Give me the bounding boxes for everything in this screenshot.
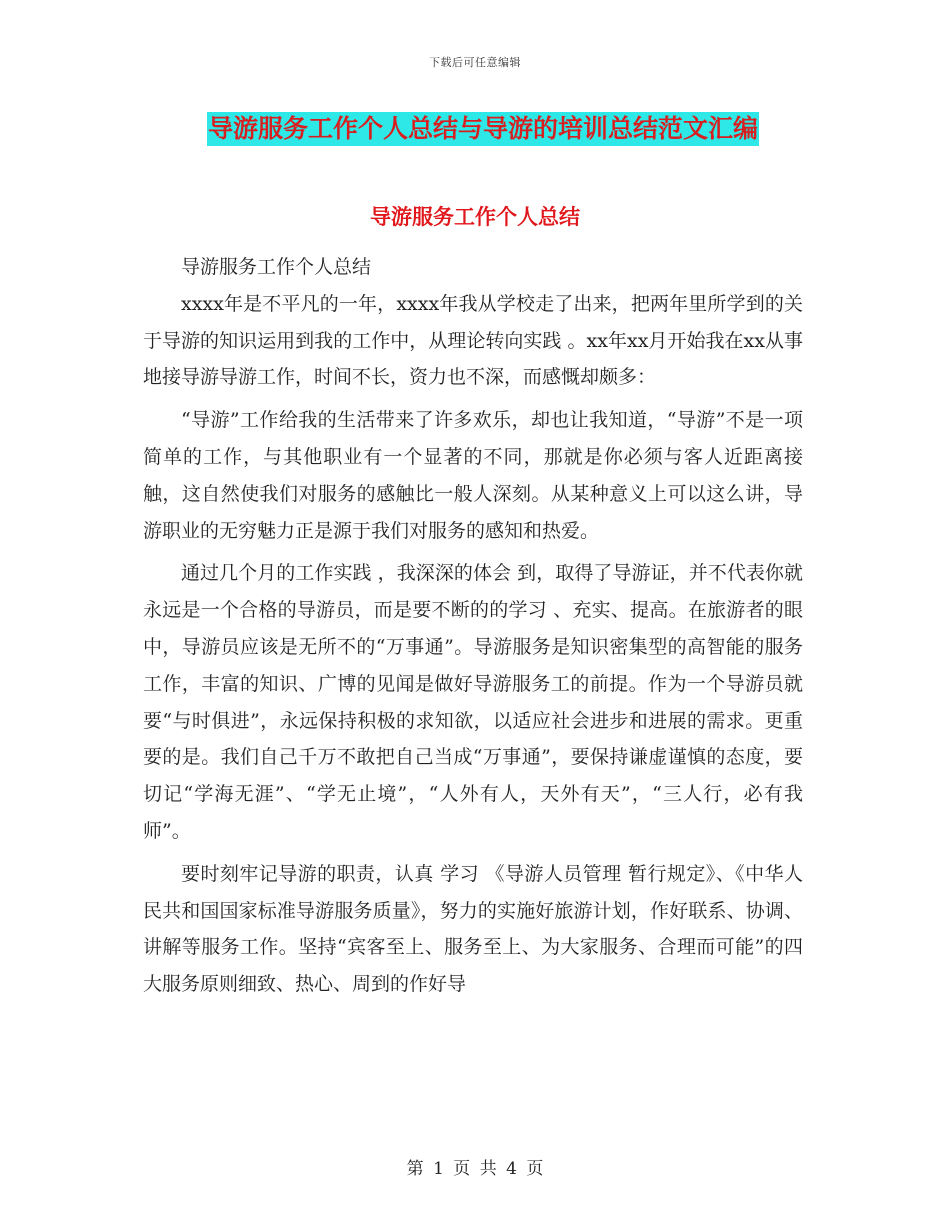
section-title: 导游服务工作个人总结 <box>370 204 580 229</box>
main-title: 导游服务工作个人总结与导游的培训总结范文汇编 <box>207 112 759 146</box>
page-footer: 第 1 页 共 4 页 <box>406 1159 544 1179</box>
paragraph-subtitle: 导游服务工作个人总结 <box>181 256 372 278</box>
paragraph: “导游”工作给我的生活带来了许多欢乐，却也让我知道，“导游”不是一项简单的工作，与其他职业有一个显著的不同，那就是你必须与客人近距离接触，这自然使我们对服务的感触比一般人深刻。从某种意义上可以这么讲，导游职业的无穷魅力正是源于我们对服务的感知和热爱。 <box>143 409 803 542</box>
paragraph: 通过几个月的工作实践 ，我深深的体会 到，取得了导游证，并不代表你就永远是一个合格的导游员，而是要不断的的学习 、充实、提高。在旅游者的眼中，导游员应该是无所不的“万事通”。导游服务是知识密集型的高智能的服务工作，丰富的知识、广博的见闻是做好导游服务工的前提。作为一个导游员就要“与时俱进”，永远保持积极的求知欲，以适应社会进步和进展的需求。更重要的是。我们自己千万不敢把自己当成“万事通”，要保持谦虚谨慎的态度，要切记“学海无涯”、“学无止境”，“人外有人，天外有天”，“三人行，必有我师”。 <box>143 562 803 842</box>
paragraph: xxxx年是不平凡的一年，xxxx年我从学校走了出来，把两年里所学到的关于导游的知识运用到我的工作中，从理论转向实践 。xx年xx月开始我在xx从事地接导游导游工作，时间不长，资力也不深，而感慨却颇多： <box>143 292 803 389</box>
header-note: 下载后可任意编辑 <box>429 56 521 69</box>
document-body <box>143 249 803 1003</box>
paragraph: 要时刻牢记导游的职责，认真 学习 《导游人员管理 暂行规定》、《中华人民共和国国家标准导游服务质量》，努力的实施好旅游计划，作好联系、协调、讲解等服务工作。坚持“宾客至上、服务至上、为大家服务、合理而可能”的四大服务原则细致、热心、周到的作好导 <box>143 862 803 996</box>
